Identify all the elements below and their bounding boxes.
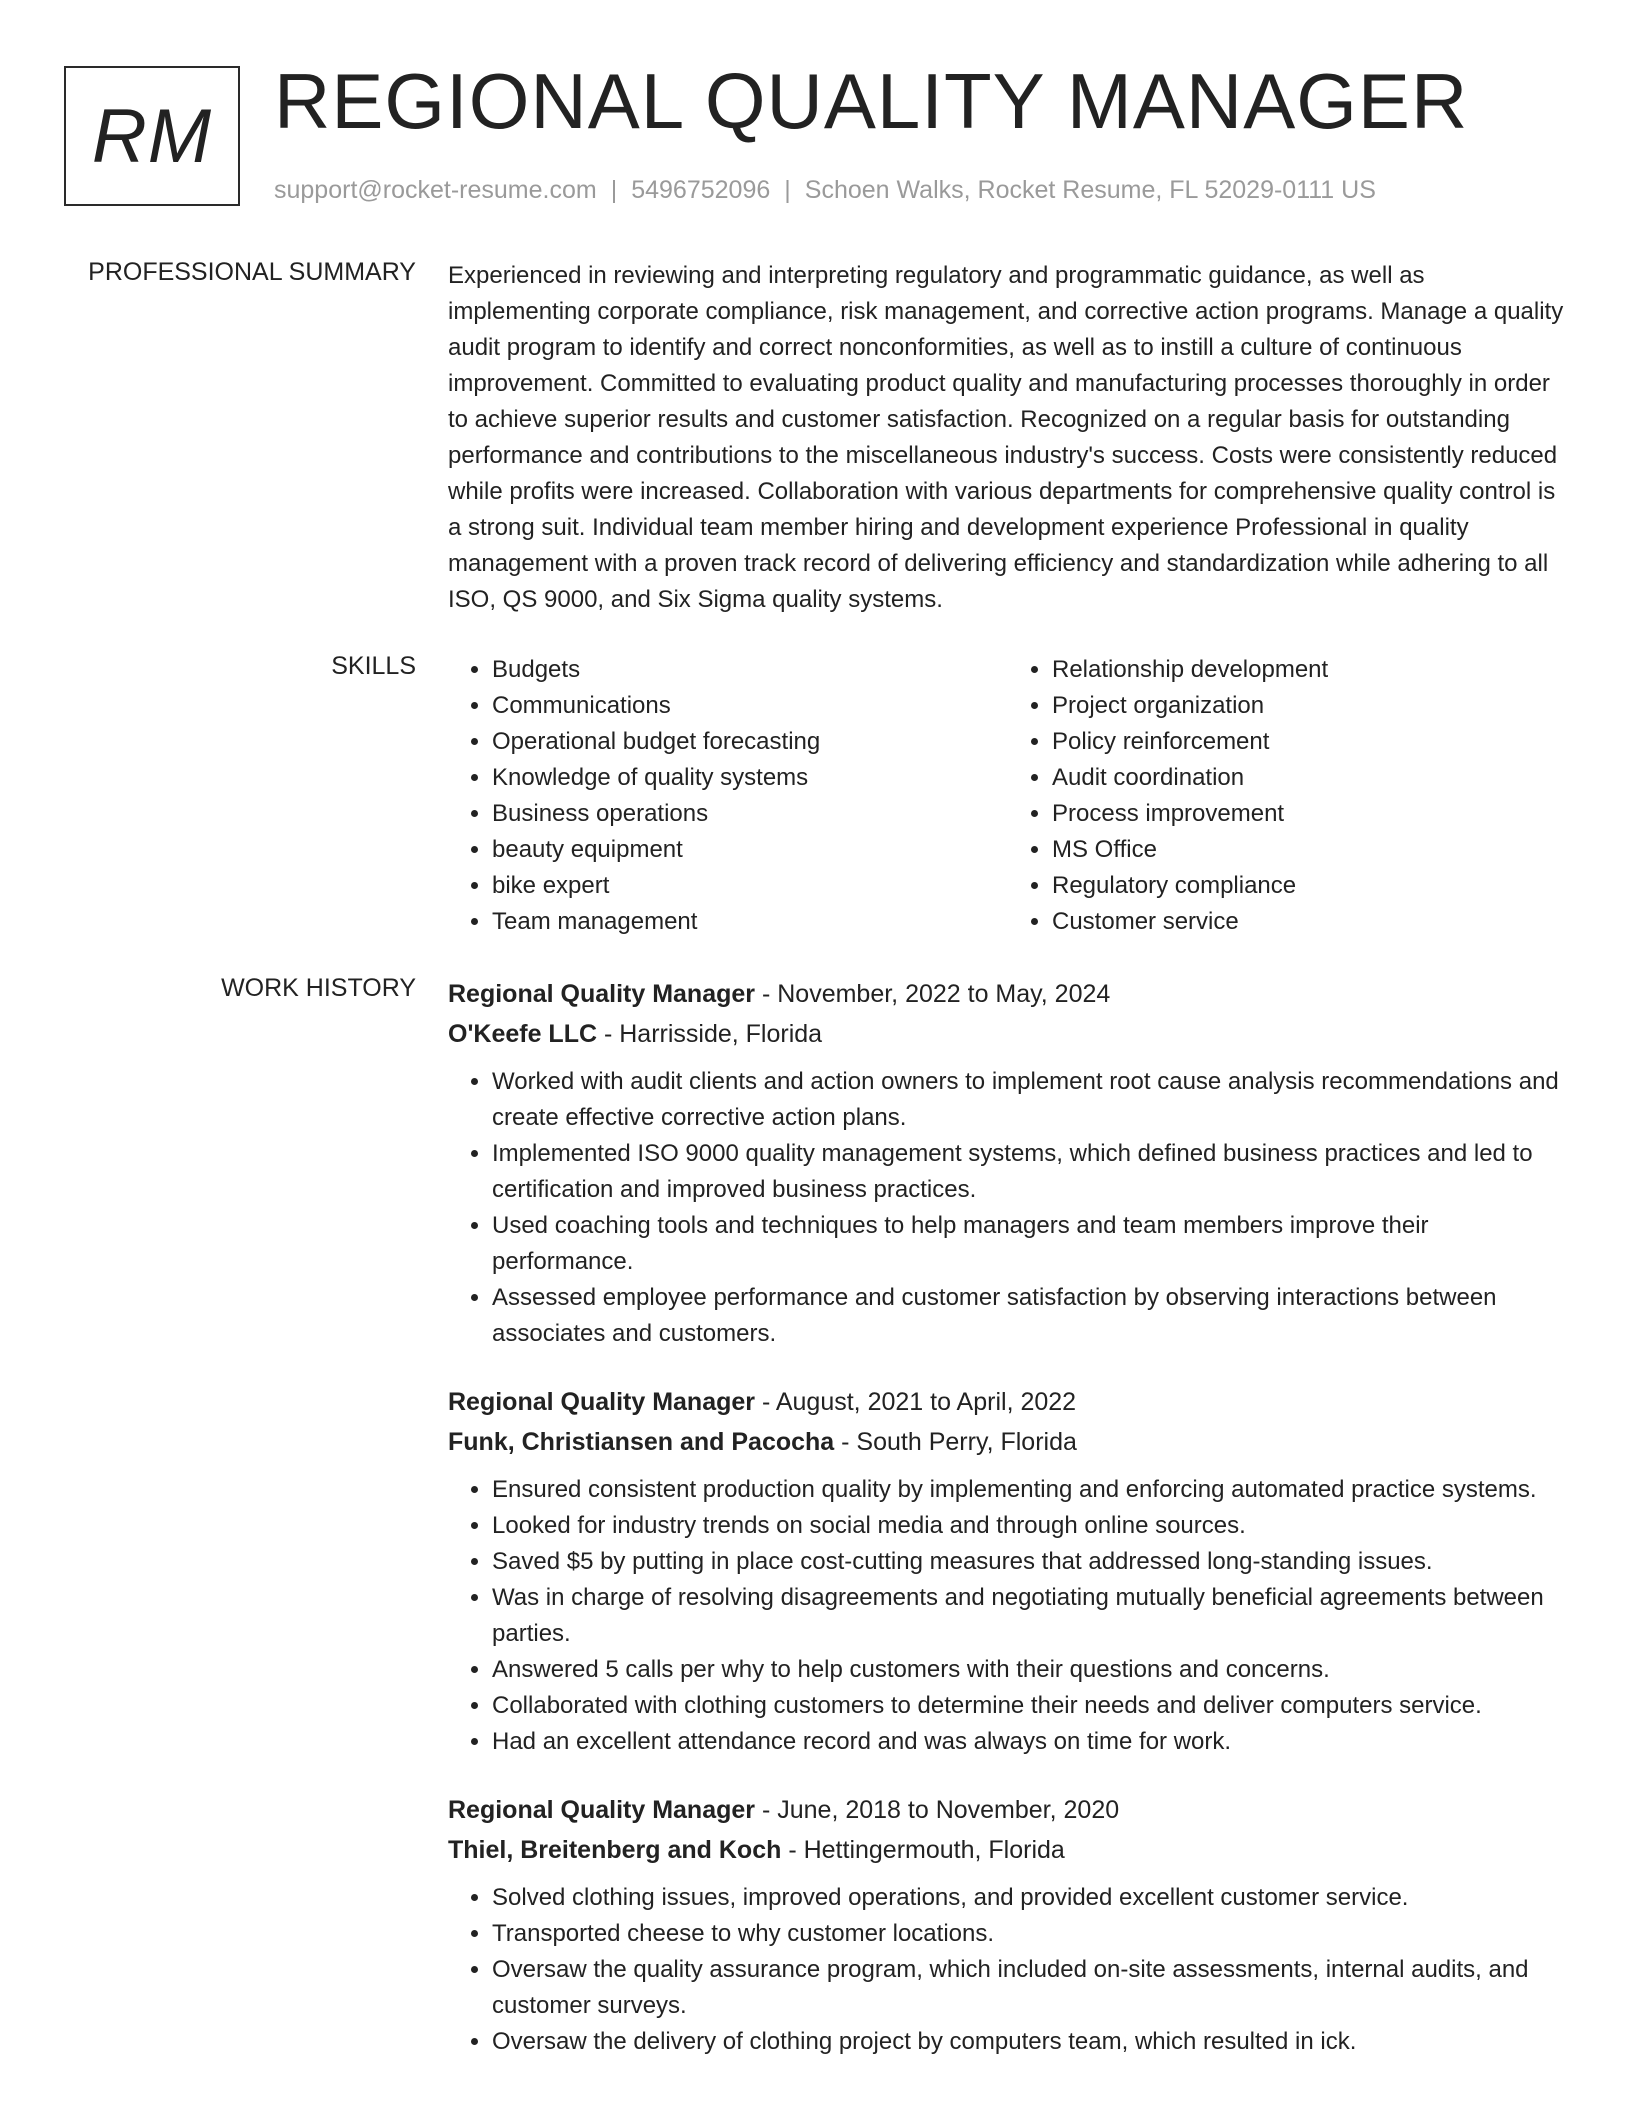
- skill-item: • Knowledge of quality systems: [492, 760, 1008, 796]
- contact-email[interactable]: support@rocket-resume.com: [274, 176, 597, 204]
- job-dates: - November, 2022 to May, 2024: [755, 980, 1111, 1008]
- monogram-box: [64, 66, 240, 206]
- skill-item: • Budgets: [492, 652, 1008, 688]
- skills-body: [448, 652, 1568, 940]
- job-bullet: • Worked with audit clients and action owners to implement root cause analysis recommendations and create effective corrective action plans.: [492, 1064, 1568, 1136]
- job-title-line: [448, 1382, 1568, 1422]
- skill-item: • Team management: [492, 904, 1008, 940]
- skill-item: • beauty equipment: [492, 832, 1008, 868]
- job-location: - Harrisside, Florida: [597, 1020, 823, 1048]
- skill-item: • Regulatory compliance: [1052, 868, 1568, 904]
- job-bullet: • Saved $5 by putting in place cost-cutting measures that addressed long-standing issues.: [492, 1544, 1568, 1580]
- section-label-summary: PROFESSIONAL SUMMARY: [88, 258, 416, 286]
- job-location: - Hettingermouth, Florida: [781, 1836, 1065, 1864]
- skill-item: • Customer service: [1052, 904, 1568, 940]
- job-bullet: • Solved clothing issues, improved operations, and provided excellent customer service.: [492, 1880, 1568, 1916]
- skill-item: • Operational budget forecasting: [492, 724, 1008, 760]
- contact-separator: |: [610, 176, 618, 204]
- job-bullet: • Transported cheese to why customer locations.: [492, 1916, 1568, 1952]
- summary-body: [448, 258, 1568, 618]
- section-label-work-history: WORK HISTORY: [221, 974, 416, 1002]
- summary-text: Experienced in reviewing and interpreting regulatory and programmatic guidance, as well as implementing corporate compliance, risk management, and corrective action programs. Manage a quality audit program to identify and correct nonconformities, as well as to instill a culture of continuous improvement. Committed to evaluating product quality and manufacturing processes thoroughly in order to achieve superior results and customer satisfaction. Recognized on a regular basis for outstanding performance and contributions to the miscellaneous industry's success. Costs were consistently reduced while profits were increased. Collaboration with various departments for comprehensive quality control is a strong suit. Individual team member hiring and development experience Professional in quality management with a proven track record of delivering efficiency and standardization while adhering to all ISO, QS 9000, and Six Sigma quality systems.: [448, 262, 1564, 613]
- contact-separator: |: [784, 176, 791, 204]
- contact-address: Schoen Walks, Rocket Resume, FL 52029-0111 US: [804, 176, 1376, 204]
- skill-item: • Policy reinforcement: [1052, 724, 1568, 760]
- job-bullet-list: [448, 1064, 1568, 1352]
- skill-item: • Audit coordination: [1052, 760, 1568, 796]
- job-title: Regional Quality Manager: [448, 1796, 756, 1824]
- skill-item: • bike expert: [492, 868, 1008, 904]
- section-label-skills: SKILLS: [331, 652, 416, 680]
- job-entry: [448, 974, 1568, 1352]
- job-company-line: [448, 1830, 1568, 1870]
- job-entry: [448, 1382, 1568, 1760]
- job-title: Regional Quality Manager: [448, 1388, 756, 1416]
- job-bullet-list: [448, 1472, 1568, 1760]
- job-bullet: • Looked for industry trends on social media and through online sources.: [492, 1508, 1568, 1544]
- job-location: - South Perry, Florida: [834, 1428, 1077, 1456]
- job-bullet: • Implemented ISO 9000 quality management systems, which defined business practices and led to certification and improved business practices.: [492, 1136, 1568, 1208]
- job-dates: - August, 2021 to April, 2022: [755, 1388, 1077, 1416]
- job-bullet: • Was in charge of resolving disagreements and negotiating mutually beneficial agreements between parties.: [492, 1580, 1568, 1652]
- job-bullet: • Answered 5 calls per why to help customers with their questions and concerns.: [492, 1652, 1568, 1688]
- monogram-initials: RM: [91, 93, 213, 179]
- resume-title: REGIONAL QUALITY MANAGER: [274, 57, 1469, 145]
- job-dates: - June, 2018 to November, 2020: [755, 1796, 1120, 1824]
- skill-item: • Communications: [492, 688, 1008, 724]
- contact-phone[interactable]: 5496752096: [631, 176, 771, 204]
- job-company: O'Keefe LLC: [448, 1020, 598, 1048]
- skill-item: • Business operations: [492, 796, 1008, 832]
- job-bullet: • Oversaw the quality assurance program, which included on-site assessments, internal audits, and customer surveys.: [492, 1952, 1568, 2024]
- job-title-line: [448, 974, 1568, 1014]
- job-company-line: [448, 1014, 1568, 1054]
- job-bullet: • Collaborated with clothing customers to determine their needs and deliver computers service.: [492, 1688, 1568, 1724]
- job-bullet: • Ensured consistent production quality by implementing and enforcing automated practice systems.: [492, 1472, 1568, 1508]
- job-bullet: • Used coaching tools and techniques to help managers and team members improve their performance.: [492, 1208, 1568, 1280]
- job-title: Regional Quality Manager: [448, 980, 756, 1008]
- job-bullet: • Oversaw the delivery of clothing project by computers team, which resulted in ick.: [492, 2024, 1568, 2060]
- skill-item: • Relationship development: [1052, 652, 1568, 688]
- skill-item: • Process improvement: [1052, 796, 1568, 832]
- job-company-line: [448, 1422, 1568, 1462]
- skills-list-right: [1008, 652, 1568, 940]
- contact-line: [274, 176, 1376, 205]
- job-title-line: [448, 1790, 1568, 1830]
- job-company: Thiel, Breitenberg and Koch: [448, 1836, 782, 1864]
- job-bullet: • Had an excellent attendance record and was always on time for work.: [492, 1724, 1568, 1760]
- skill-item: • MS Office: [1052, 832, 1568, 868]
- skill-item: • Project organization: [1052, 688, 1568, 724]
- job-company: Funk, Christiansen and Pacocha: [448, 1428, 835, 1456]
- job-entry: [448, 1790, 1568, 2060]
- job-bullet: • Assessed employee performance and customer satisfaction by observing interactions between associates and customers.: [492, 1280, 1568, 1352]
- work-history-body: [448, 974, 1568, 2090]
- skills-list-left: [448, 652, 1008, 940]
- job-bullet-list: [448, 1880, 1568, 2060]
